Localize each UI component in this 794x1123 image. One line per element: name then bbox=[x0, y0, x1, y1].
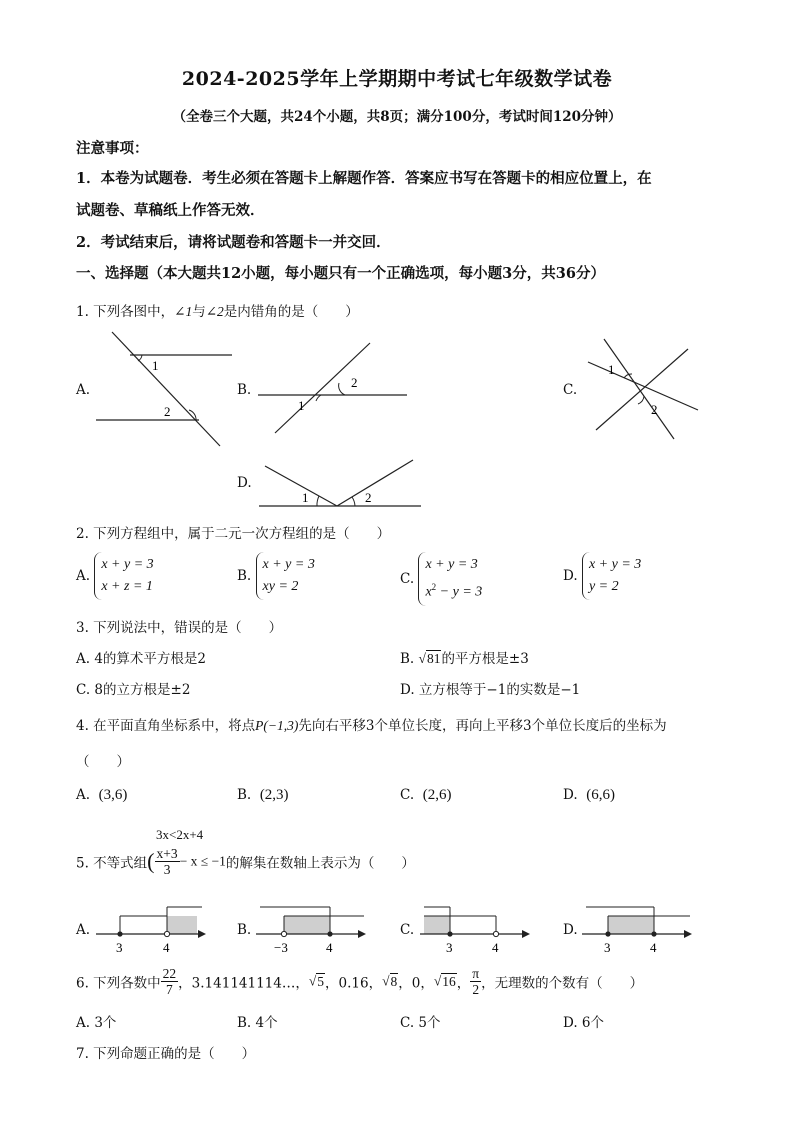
q2-a-system bbox=[94, 552, 153, 600]
question-7-stem: 7. 下列命题正确的是（ ） bbox=[76, 1046, 256, 1062]
q1-option-d-label[interactable]: D. bbox=[237, 475, 252, 491]
q1-figure-a bbox=[92, 328, 232, 448]
q5-c-tick-1: 3 bbox=[446, 940, 453, 955]
q6-number-3: ，0.16， bbox=[325, 975, 383, 992]
q2-c-eq2-exp: 2 bbox=[431, 582, 437, 592]
q5-brace: ( bbox=[147, 848, 155, 874]
q2-a-eq2: x + z = 1 bbox=[101, 579, 153, 594]
q6-stem-post: ，无理数的个数有（ ） bbox=[481, 975, 644, 992]
q2-a-label: A. bbox=[76, 568, 91, 584]
q2-d-system bbox=[582, 552, 641, 600]
q4-option-a[interactable] bbox=[76, 787, 127, 804]
q5-fraction bbox=[155, 846, 180, 877]
q4-stem-post: 先向右平移3个单位长度，再向上平移3个单位长度后的坐标为 bbox=[298, 718, 667, 734]
q6-radicand-1: 5 bbox=[317, 973, 325, 989]
q2-d-label: D. bbox=[563, 568, 578, 584]
q6-radicand-2: 8 bbox=[390, 973, 398, 989]
q1-stem-pre: 1. 下列各图中， bbox=[76, 304, 175, 320]
note-item-2: 2．考试结束后，请将试题卷和答题卡一并交回． bbox=[76, 234, 391, 251]
q5-number-line-b bbox=[252, 900, 372, 956]
q3-b-text: 的平方根是±3 bbox=[441, 651, 529, 667]
q2-c-eq1: x + y = 3 bbox=[425, 557, 478, 572]
q6-f1-num: 22 bbox=[162, 966, 177, 981]
q2-option-c[interactable] bbox=[400, 552, 482, 606]
q5-option-b-label[interactable]: B. bbox=[237, 922, 252, 938]
q4-c-value: (2,6) bbox=[422, 787, 452, 803]
q2-b-eq1: x + y = 3 bbox=[262, 557, 315, 572]
q4-option-c[interactable] bbox=[400, 787, 451, 804]
question-1-stem bbox=[76, 300, 359, 320]
q1-figure-d bbox=[255, 456, 425, 512]
q6-fraction-pi-2 bbox=[470, 966, 481, 997]
q3-option-a[interactable]: A. 4的算术平方根是2 bbox=[76, 651, 207, 667]
q1-angle-1: ∠1 bbox=[174, 304, 193, 319]
q3-option-b[interactable] bbox=[400, 647, 529, 667]
q3-b-radicand: 81 bbox=[426, 651, 441, 666]
q5-stem-pre: 5. 不等式组 bbox=[76, 855, 148, 872]
q2-option-b[interactable] bbox=[237, 552, 315, 600]
q1-stem-mid: 与 bbox=[192, 304, 206, 320]
q5-number-line-a bbox=[92, 900, 212, 956]
exam-subtitle: （全卷三个大题，共24个小题，共8页；满分100分，考试时间120分钟） bbox=[172, 109, 622, 125]
question-2-stem: 2. 下列方程组中，属于二元一次方程组的是（ ） bbox=[76, 526, 391, 542]
q5-number-line-d bbox=[578, 900, 698, 956]
q1-a-mark-2: 2 bbox=[164, 404, 171, 419]
q5-option-a-label[interactable]: A. bbox=[76, 922, 91, 938]
q6-sqrt-8: √8 bbox=[382, 973, 398, 989]
q5-stem-post: 的解集在数轴上表示为（ ） bbox=[225, 855, 415, 872]
q1-d-mark-1: 1 bbox=[302, 490, 309, 505]
q1-b-mark-1: 1 bbox=[298, 398, 305, 413]
question-4-stem bbox=[76, 714, 667, 734]
q4-b-value: (2,3) bbox=[259, 787, 289, 803]
q1-option-a-label[interactable]: A. bbox=[76, 382, 91, 398]
q6-sqrt-16: √16 bbox=[433, 973, 456, 989]
q6-option-a[interactable]: A. 3个 bbox=[76, 1015, 117, 1031]
q1-stem-post: 是内错角的是（ ） bbox=[223, 304, 359, 320]
q4-d-label: D. bbox=[563, 787, 578, 803]
q6-option-c[interactable]: C. 5个 bbox=[400, 1015, 441, 1031]
q2-b-system bbox=[256, 552, 315, 600]
q1-angle-2: ∠2 bbox=[205, 304, 224, 319]
q6-f2-num: π bbox=[472, 966, 480, 981]
q6-sqrt-5: √5 bbox=[308, 973, 325, 989]
q5-option-d-label[interactable]: D. bbox=[563, 922, 578, 938]
q2-d-eq2: y = 2 bbox=[588, 579, 619, 594]
q5-frac-num: x+3 bbox=[156, 846, 178, 861]
q2-a-eq1: x + y = 3 bbox=[101, 557, 154, 572]
q4-stem-pre: 4. 在平面直角坐标系中，将点 bbox=[76, 718, 256, 734]
exam-title: 2024-2025学年上学期期中考试七年级数学试卷 bbox=[181, 68, 613, 90]
q6-radicand-3: 16 bbox=[442, 973, 456, 989]
q1-option-b-label[interactable]: B. bbox=[237, 382, 252, 398]
q6-option-d[interactable]: D. 6个 bbox=[563, 1015, 605, 1031]
q3-b-label: B. bbox=[400, 651, 415, 667]
q4-d-value: (6,6) bbox=[586, 787, 615, 803]
q1-c-mark-1: 1 bbox=[608, 362, 615, 377]
q2-c-label: C. bbox=[400, 570, 415, 587]
q1-figure-b bbox=[255, 340, 415, 440]
q5-b-tick-1: −3 bbox=[274, 940, 288, 955]
q1-b-mark-2: 2 bbox=[351, 375, 358, 390]
q2-b-eq2: xy = 2 bbox=[262, 579, 299, 594]
q4-point: P(−1,3) bbox=[255, 718, 299, 733]
q1-d-mark-2: 2 bbox=[365, 490, 372, 505]
q4-a-value: (3,6) bbox=[98, 787, 128, 803]
q5-inequality-1: 3x<2x+4 bbox=[156, 827, 204, 842]
question-4-paren: （ ） bbox=[76, 754, 130, 770]
q4-option-b[interactable] bbox=[237, 787, 289, 804]
q5-c-tick-2: 4 bbox=[492, 940, 499, 955]
q5-number-line-c bbox=[416, 900, 536, 956]
q5-b-tick-2: 4 bbox=[326, 940, 333, 955]
q3-option-d[interactable]: D. 立方根等于−1的实数是−1 bbox=[400, 682, 581, 698]
q3-b-sqrt: √81 bbox=[418, 651, 441, 666]
q5-inequality-2-rest: − x ≤ −1 bbox=[179, 853, 226, 869]
q5-option-c-label[interactable]: C. bbox=[400, 922, 415, 938]
question-6-stem bbox=[76, 966, 643, 997]
q1-figure-c bbox=[578, 334, 702, 444]
q6-number-2: ，3.141141114…， bbox=[178, 975, 309, 992]
q5-a-tick-2: 4 bbox=[163, 940, 170, 955]
q1-a-mark-1: 1 bbox=[152, 358, 159, 373]
q2-c-eq2-rest: − y = 3 bbox=[436, 584, 483, 600]
q1-c-mark-2: 2 bbox=[651, 402, 658, 417]
q4-b-label: B. bbox=[237, 787, 252, 803]
q2-option-d[interactable] bbox=[563, 552, 641, 600]
q3-option-c[interactable]: C. 8的立方根是±2 bbox=[76, 682, 191, 698]
q5-d-tick-1: 3 bbox=[604, 940, 611, 955]
q6-fraction-22-7 bbox=[161, 966, 179, 997]
q6-f1-den: 7 bbox=[166, 982, 173, 997]
q5-frac-den: 3 bbox=[163, 862, 171, 877]
q1-option-c-label[interactable]: C. bbox=[563, 382, 578, 398]
note-item-1-line-1: 1．本卷为试题卷．考生必须在答题卡上解题作答．答案应书写在答题卡的相应位置上，在 bbox=[76, 170, 652, 187]
q2-b-label: B. bbox=[237, 568, 252, 584]
q4-c-label: C. bbox=[400, 787, 415, 803]
q2-d-eq1: x + y = 3 bbox=[588, 557, 642, 572]
notes-heading: 注意事项： bbox=[76, 140, 149, 157]
q2-c-eq2-base: x bbox=[425, 584, 432, 600]
q5-a-tick-1: 3 bbox=[116, 940, 123, 955]
q6-number-4: ，0， bbox=[398, 975, 434, 992]
q6-f2-den: 2 bbox=[472, 982, 480, 997]
q4-a-label: A. bbox=[76, 787, 91, 803]
question-3-stem: 3. 下列说法中，错误的是（ ） bbox=[76, 620, 283, 636]
q4-option-d[interactable] bbox=[563, 787, 615, 804]
q6-option-b[interactable]: B. 4个 bbox=[237, 1015, 278, 1031]
q2-option-a[interactable] bbox=[76, 552, 154, 600]
section-1-heading: 一、选择题（本大题共12小题，每小题只有一个正确选项，每小题3分，共36分） bbox=[76, 265, 605, 282]
q5-d-tick-2: 4 bbox=[650, 940, 657, 955]
q6-stem-pre: 6. 下列各数中 bbox=[76, 975, 161, 992]
q2-c-system bbox=[418, 552, 482, 606]
note-item-1-line-2: 试题卷、草稿纸上作答无效． bbox=[76, 202, 265, 219]
q6-separator: ， bbox=[456, 975, 471, 992]
question-5-stem bbox=[76, 846, 415, 877]
